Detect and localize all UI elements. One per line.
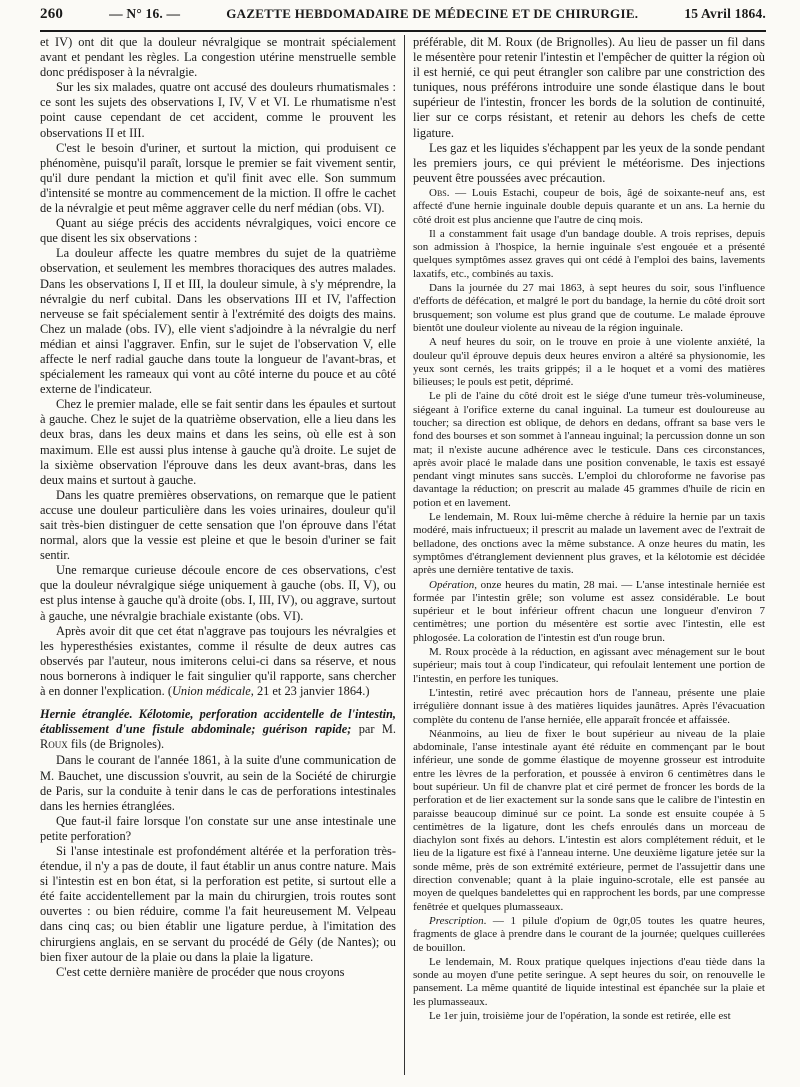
paragraph-text: Après avoir dit que cet état n'aggrave pas toujours les névralgies et les hyperesthésies existantes, comme il résulte de deux autres cas observés par l'auteur, nous imiterons celui-ci dans sa réserve, et nous nous bornerons à indiquer le fait singulier qu'il rapporte, sans chercher à en donner l'explication. [40, 623, 396, 699]
observation-paragraph: L'intestin, retiré avec précaution hors de l'anneau, présente une plaie irrégulière donnant issue à des matières liquides jaunâtres. Après l'évacuation complète du contenu de l'anse herniée, elle apparaît froncée et affaissée. [413, 686, 765, 726]
operation-paragraph [413, 579, 765, 645]
paragraph: Dans les quatre premières observations, on remarque que le patient accuse une douleur particulière dans les voies urinaires, douleur qu'il sait très-bien distinguer de cette sensation que l'on éprouve dans l'état normal, alors que la vessie est pleine et que le besoin d'uriner se fait sentir. [40, 487, 396, 563]
columns [40, 35, 766, 1075]
citation-dates: , 21 et 23 janvier 1864.) [250, 684, 370, 699]
right-column [413, 35, 765, 1075]
observation-paragraph: A neuf heures du soir, on le trouve en proie à une violente anxiété, la douleur qu'il éprouve depuis deux heures environ a altéré sa physionomie, les yeux sont cernés, les traits grippés; il a le hoquet et a vomi des matières bilieuses; le pouls est petit, déprimé. [413, 336, 765, 389]
issue-date: 15 Avril 1864. [684, 6, 766, 21]
paragraph: Chez le premier malade, elle se fait sentir dans les épaules et surtout à gauche. Chez le sujet de la quatrième observation, elle a lieu dans les deux bras, dans les deux mains et dans les seins, où elle est à son maximum. Elle est aussi plus intense à gauche qu'à droite. Le sujet de la sixième observation l'éprouve dans les deux avant-bras, dans les deux mains et surtout à gauche. [40, 397, 396, 487]
obs-label: Obs. — [429, 186, 467, 199]
observation-paragraph: Le pli de l'aine du côté droit est le siége d'une tumeur très-volumineuse, siégeant à l'orifice externe du canal inguinal. La tumeur est douloureuse au toucher; sa direction est oblique, de dehors en dedans, offrant sa base vers le fond des bourses et son sommet à l'anneau inguinal; la percussion donne un son mat; il n'existe aucune adhérence avec le testicule. Dans ces circonstances, après avoir placé le malade dans une position convenable, le taxis est essayé pendant vingt minutes sans succès. L'emploi du chloroforme ne favorise pas davantage la réduction; on prescrit au malade 45 grammes d'huile de ricin en potion et en lavement. [413, 390, 765, 509]
paragraph: Une remarque curieuse découle encore de ces observations, c'est que la douleur névralgique siége uniquement à gauche (obs. II, V), ou est plus intense à gauche qu'à droite (obs. I, III, IV), ou aggrave, surtout à gauche, une névralgie brachiale existante (obs. VI). [40, 563, 396, 623]
observation-paragraph: Le lendemain, M. Roux lui-même cherche à réduire la hernie par un taxis modéré, mais infructueux; il prescrit au malade un lavement avec de l'extrait de belladone, des onctions avec la même substance. A onze heures du matin, les symptômes d'étranglement deviennent plus graves, et la kélotomie est décidée après une dernière tentative de taxis. [413, 511, 765, 577]
observation-paragraph: Néanmoins, au lieu de fixer le bout supérieur au niveau de la plaie abdominale, l'anse intestinale ayant été réduite en commençant par le bout inférieur, une sonde de gomme élastique de moyenne grosseur est introduite entre les lèvres de la perforation, et poussée à environ 6 centimètres dans le bout supérieur. Un fil de chanvre plat et ciré permet de froncer les bords de la perforation et de lier exactement sur la sonde sans que le calibre de l'intestin en paraisse beaucoup diminué sur ce point. La sonde est ensuite coupée à 5 centimètres de la ligature, dont les chefs enroulés dans un morceau de diachylon sont fixés au dehors. L'intestin est alors complétement réduit, et le lieu de la ligature est fixé à l'anneau interne. Une deuxième ligature jetée sur la sonde même, près de son extrémité extérieure, permet de l'assujettir dans une direction convenable; quant à la plaie inguino-scrotale, elle est pansée au moyen de quelques bandelettes qui en rapprochent les bords, par une compresse fenêtrée et quelques plumasseaux. [413, 727, 765, 913]
paragraph: et IV) ont dit que la douleur névralgique se montrait spécialement avant et pendant les règles. La congestion utérine menstruelle semble donc prédisposer à la névralgie. [40, 35, 396, 80]
prescription-label: Prescription [429, 914, 484, 927]
author-suffix: fils (de Brignoles). [67, 737, 165, 752]
observation-paragraph: Le 1er juin, troisième jour de l'opération, la sonde est retirée, elle est [429, 1010, 731, 1023]
observation-paragraph: Le lendemain, M. Roux pratique quelques injections d'eau tiède dans la sonde au moyen d'une petite seringue. A sept heures du soir, on renouvelle le pansement. La même quantité de liquide intestinal est épanchée sur la plaie et les plumasseaux. [413, 955, 765, 1008]
paragraph: Quant au siége précis des accidents névralgiques, voici encore ce que disent les six observations : [40, 216, 396, 246]
author-name: Roux [40, 737, 68, 752]
author-prefix: par M. [351, 722, 396, 737]
prescription-paragraph [413, 915, 765, 955]
prescription-text: . — 1 pilule d'opium de 0gr,05 toutes les quatre heures, fragments de glace à prendre dans le courant de la journée; quelques cuillerées de bouillon. [413, 914, 765, 954]
paragraph: préférable, dit M. Roux (de Brignolles). Au lieu de passer un fil dans le mésentère pour retenir l'intestin et l'empêcher de quitter la région où il est hernié, ce qui peut étrangler son calibre par une constriction des tuniques, nous préférons introduire une sonde élastique dans le bout supérieur de l'intestin, froncer les bords de la solution de continuité, lier sur ce corps résistant, et retenir au dehors les chefs de cette ligature. [413, 35, 765, 140]
citation-source: Union médicale [171, 684, 251, 699]
page-number: 260 [40, 6, 64, 22]
paragraph: Après avoir dit que cet état n'aggrave pas toujours les névralgies et les hyperesthésies existantes, comme il résulte de deux autres cas observés par l'auteur, nous imiterons celui-ci dans sa réserve, et nous nous bornerons à indiquer le fait singulier qu'il rapporte, sans chercher à en donner l'explication. (Union médicale, 21 et 23 janvier 1864.) [40, 623, 396, 699]
article-heading [40, 707, 396, 752]
paragraph: Si l'anse intestinale est profondément altérée et la perforation très-étendue, il n'y a pas de doute, il faut établir un anus contre nature. Mais si l'intestin est en bon état, si la perforation est petite, si surtout elle a été faite accidentellement par la main du chirurgien, trois routes sont ouvertes : ou bien réduire, comme l'a fait heureusement M. Velpeau dans cinq cas; ou bien établir une ligature perdue, à l'imitation des chirurgiens anglais, en se servant du procédé de Gély (de Nantes); ou bien fixer autour de la plaie ou dans la plaie la ligature. [40, 843, 396, 964]
observation-paragraph: M. Roux procède à la réduction, en agissant avec ménagement sur le bout supérieur; mais tout à coup l'indicateur, qui refoulait lentement une portion de l'intestin, en perfore les tuniques. [413, 646, 765, 685]
observation-paragraph: Il a constamment fait usage d'un bandage double. A trois reprises, depuis son admission à l'hospice, la hernie inguinale s'est engouée et a présenté quelques symptômes assez graves qui ont cédé à l'emploi des bains, lavements laxatifs, etc., combinés au taxis. [413, 227, 765, 280]
page-header [40, 6, 766, 30]
left-column [40, 35, 396, 1075]
paragraph: Dans le courant de l'année 1861, à la suite d'une communication de M. Bauchet, une discussion s'ouvrit, au sein de la Société de chirurgie de Paris, sur la conduite à tenir dans le cas de perforations intestinales dans les hernies étranglées. [40, 753, 396, 813]
article-title: Hernie étranglée. Kélotomie, perforation accidentelle de l'intestin, établissement d'une fistule abdominale; guérison rapide; [40, 707, 396, 737]
operation-label: Opération [429, 578, 475, 591]
obs-text: Louis Estachi, coupeur de bois, âgé de soixante-neuf ans, est affecté d'une hernie inguinale double depuis quarante et un ans. La hernie du côté droit est plus ancienne que l'autre de cinq mois. [413, 186, 765, 226]
operation-text: , onze heures du matin, 28 mai. — L'anse intestinale herniée est formée par l'intestin grêle; son volume est assez considérable. Le bout supérieur et le bout inférieur offrent chacun une longueur d'environ 7 centimètres; une portion du mésentère est sortie avec l'intestin, elle est phlogosée. La coloration de l'intestin est d'un rouge brun. [413, 578, 765, 644]
observation-paragraph: Dans la journée du 27 mai 1863, à sept heures du soir, sous l'influence d'efforts de défécation, et malgré le port du bandage, la hernie du côté droit sort brusquement; son volume est plus grand que de coutume. Le malade éprouve bientôt une douleur violente au niveau de la région inguinale. [413, 282, 765, 334]
paragraph: Sur les six malades, quatre ont accusé des douleurs rhumatismales : ce sont les sujets des observations I, IV, V et VI. Le rhumatisme n'est point cause cependant de cet accident, comme le prouvent les observations II et III. [40, 80, 396, 140]
paragraph: C'est le besoin d'uriner, et surtout la miction, qui produisent ce phénomène, puisqu'il paraît, lorsque le premier se fait vivement sentir, qu'il dure pendant la miction et qu'il finit avec elle. Son summum d'intensité se montre au commencement de la miction. Il offre le cachet de la névralgie et peut même aggraver celle du nerf médian (obs. VI). [40, 140, 396, 216]
paragraph: C'est cette dernière manière de procéder que nous croyons [56, 964, 345, 979]
paragraph: Les gaz et les liquides s'échappent par les yeux de la sonde pendant les premiers jours, ce qui prévient le météorisme. Des injections peuvent être poussées avec précaution. [413, 140, 765, 185]
issue-number: — N° 16. — [109, 6, 181, 21]
journal-title: GAZETTE HEBDOMADAIRE DE MÉDECINE ET DE CHIRURGIE. [226, 6, 639, 21]
observation-paragraph [413, 187, 765, 227]
paragraph: Que faut-il faire lorsque l'on constate sur une anse intestinale une petite perforation? [40, 813, 396, 843]
column-divider [404, 35, 405, 1075]
header-rule [40, 30, 766, 32]
paragraph: La douleur affecte les quatre membres du sujet de la quatrième observation, et seulement les membres thoraciques des autres malades. Dans les observations I, II et III, la douleur simule, à s'y méprendre, la névralgie du nerf cubital. Dans les observations III et IV, l'affection nerveuse se fait spécialement sentir à l'extrémité des doigts des mains. Chez un malade (obs. IV), elle vient s'adjoindre à la névralgie du nerf médian et ainsi l'aggraver. Enfin, sur le sujet de l'observation V, elle affecte le nerf radial gauche dans toute la longueur de l'avant-bras, et spécialement les rameaux qui vont au côté interne du pouce et au côté externe de l'indicateur. [40, 246, 396, 397]
